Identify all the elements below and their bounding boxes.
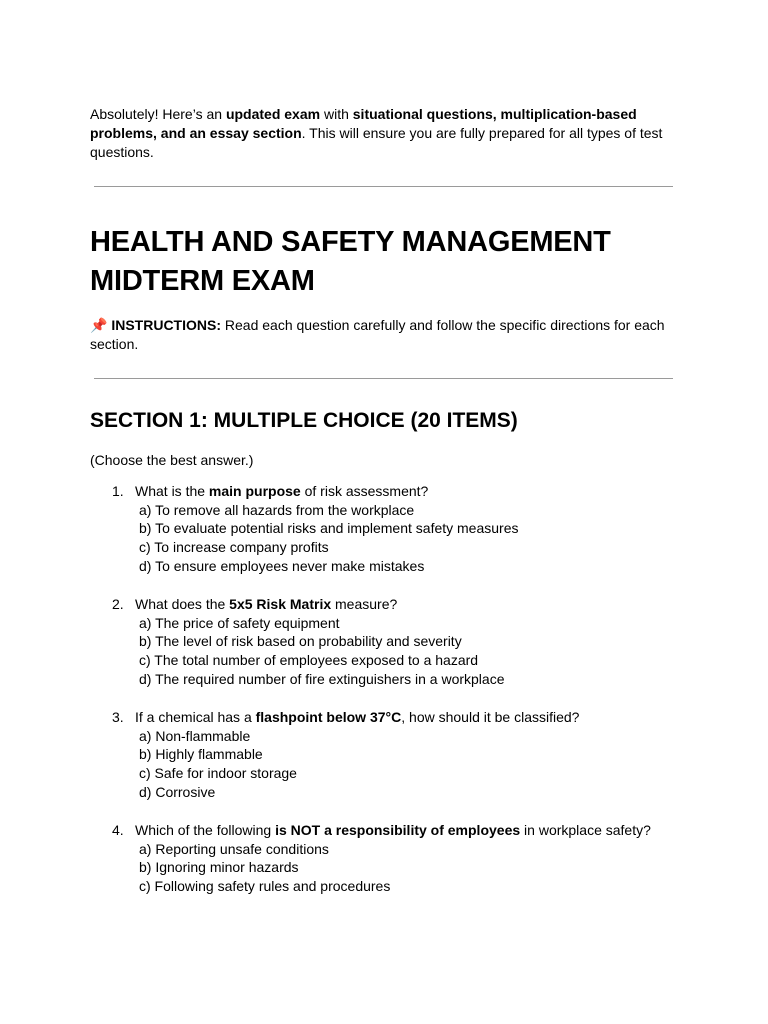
answer-options (139, 501, 712, 576)
answer-option: b) The level of risk based on probability and severity (139, 633, 462, 650)
question-text (135, 708, 579, 727)
question-text-start: What does the (135, 596, 230, 612)
question-number: 1. (112, 483, 124, 499)
intro-text-2: with (320, 106, 353, 122)
question-text-start: If a chemical has a (135, 709, 256, 725)
intro-text-3: . This will ensure you are fully prepared for all types of test questions. (90, 125, 663, 160)
question-line (112, 595, 712, 614)
answer-option: c) The total number of employees exposed to a hazard (139, 652, 479, 669)
question-number: 2. (112, 596, 124, 612)
intro-bold-2: situational questions, multiplication-based problems, and an essay section (90, 106, 637, 141)
intro-text-1: Absolutely! Here’s an (90, 106, 226, 122)
question-item (112, 595, 712, 689)
question-text-bold: main purpose (208, 483, 301, 499)
section-note: (Choose the best answer.) (90, 452, 254, 468)
answer-option: a) Non-flammable (139, 727, 251, 744)
section-title: SECTION 1: MULTIPLE CHOICE (20 ITEMS) (90, 409, 518, 432)
intro-paragraph (90, 105, 690, 162)
question-item (112, 821, 712, 896)
question-text-bold: flashpoint below 37°C (255, 709, 402, 725)
question-line (112, 708, 712, 727)
question-text-end: , how should it be classified? (401, 709, 580, 725)
exam-title (90, 223, 730, 301)
answer-option: d) Corrosive (139, 783, 216, 800)
answer-options (139, 614, 712, 689)
question-text (135, 482, 428, 501)
exam-title-line-2: MIDTERM EXAM (90, 265, 315, 297)
question-text-end: of risk assessment? (300, 483, 429, 499)
answer-option: d) The required number of fire extinguishers in a workplace (139, 670, 505, 687)
question-text-start: What is the (135, 483, 209, 499)
question-number: 3. (112, 709, 124, 725)
question-item (112, 482, 712, 576)
question-text-start: Which of the following (135, 822, 276, 838)
answer-option: a) Reporting unsafe conditions (139, 840, 329, 857)
question-text-bold: is NOT a responsibility of employees (275, 822, 521, 838)
question-line (112, 482, 712, 501)
instructions-text: Read each question carefully and follow the specific directions for each section. (90, 317, 665, 352)
question-text-bold: 5x5 Risk Matrix (229, 596, 332, 612)
question-text-end: in workplace safety? (520, 822, 651, 838)
answer-option: b) Ignoring minor hazards (139, 859, 299, 876)
answer-option: c) Following safety rules and procedures (139, 878, 391, 895)
horizontal-rule (94, 186, 673, 187)
answer-option: c) To increase company profits (139, 539, 329, 556)
answer-option: b) Highly flammable (139, 746, 263, 763)
pushpin-icon: 📌 (90, 317, 108, 333)
answer-option: b) To evaluate potential risks and implement safety measures (139, 520, 519, 537)
intro-bold-1: updated exam (225, 106, 321, 122)
question-text (135, 595, 397, 614)
question-line (112, 821, 712, 840)
answer-options (139, 727, 712, 802)
answer-option: d) To ensure employees never make mistakes (139, 557, 425, 574)
horizontal-rule (94, 378, 673, 379)
question-text-end: measure? (331, 596, 398, 612)
exam-title-line-1: HEALTH AND SAFETY MANAGEMENT (90, 226, 611, 258)
answer-option: c) Safe for indoor storage (139, 765, 297, 782)
question-text (135, 821, 651, 840)
answer-options (139, 840, 712, 896)
answer-option: a) The price of safety equipment (139, 614, 340, 631)
question-item (112, 708, 712, 802)
instructions-label: INSTRUCTIONS: (111, 317, 221, 333)
answer-option: a) To remove all hazards from the workplace (139, 501, 415, 518)
instructions-paragraph (90, 316, 690, 354)
question-number: 4. (112, 822, 124, 838)
